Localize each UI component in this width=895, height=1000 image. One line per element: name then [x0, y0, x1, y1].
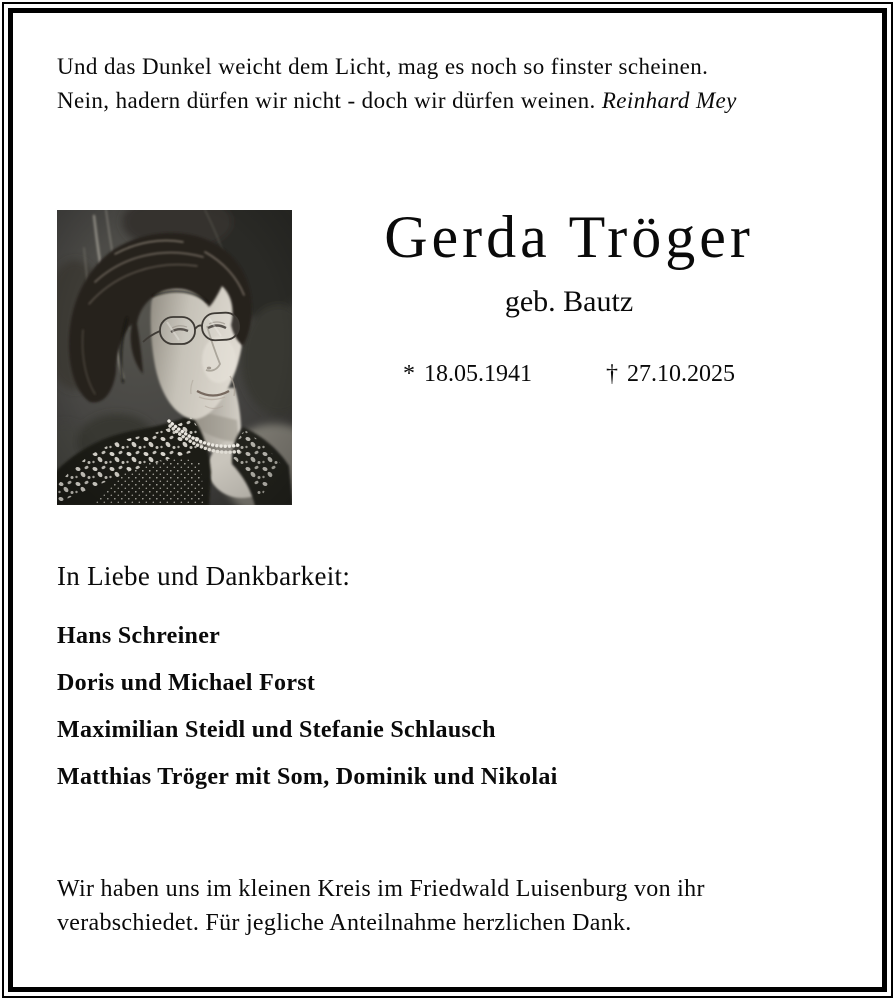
mourner-name: Hans Schreiner — [57, 623, 221, 649]
death-date: 27.10.2025 — [627, 361, 735, 387]
birth-star-icon: * — [403, 361, 415, 387]
closing-text — [57, 872, 705, 940]
deceased-name: Gerda Tröger — [384, 204, 754, 270]
quote-line-1: Und das Dunkel weicht dem Licht, mag es noch so finster scheinen. — [57, 54, 709, 79]
birth-date: 18.05.1941 — [424, 361, 532, 387]
life-dates — [292, 359, 846, 389]
maiden-name: geb. Bautz — [504, 285, 634, 318]
quote-line-2-text: Nein, hadern dürfen wir nicht - doch wir dürfen weinen. — [57, 88, 596, 113]
closing-line-2: verabschiedet. Für jegliche Anteilnahme herzlichen Dank. — [57, 910, 632, 936]
birth-date-item — [403, 359, 532, 389]
tribute-heading: In Liebe und Dankbarkeit: — [57, 561, 351, 591]
death-cross-icon: † — [606, 361, 618, 387]
portrait-photo — [57, 210, 292, 505]
closing-line-1: Wir haben uns im kleinen Kreis im Friedwald Luisenburg von ihr — [57, 876, 705, 902]
quote-attribution: Reinhard Mey — [601, 88, 737, 113]
mourners-list — [57, 622, 558, 810]
mourner-name: Matthias Tröger mit Som, Dominik und Nikolai — [57, 764, 558, 790]
mourner-name: Maximilian Steidl und Stefanie Schlausch — [57, 717, 496, 743]
mourner-name: Doris und Michael Forst — [57, 670, 316, 696]
quote-line-2 — [57, 84, 737, 118]
death-date-item — [606, 359, 735, 389]
memorial-quote — [57, 50, 737, 118]
deceased-header — [292, 205, 846, 389]
